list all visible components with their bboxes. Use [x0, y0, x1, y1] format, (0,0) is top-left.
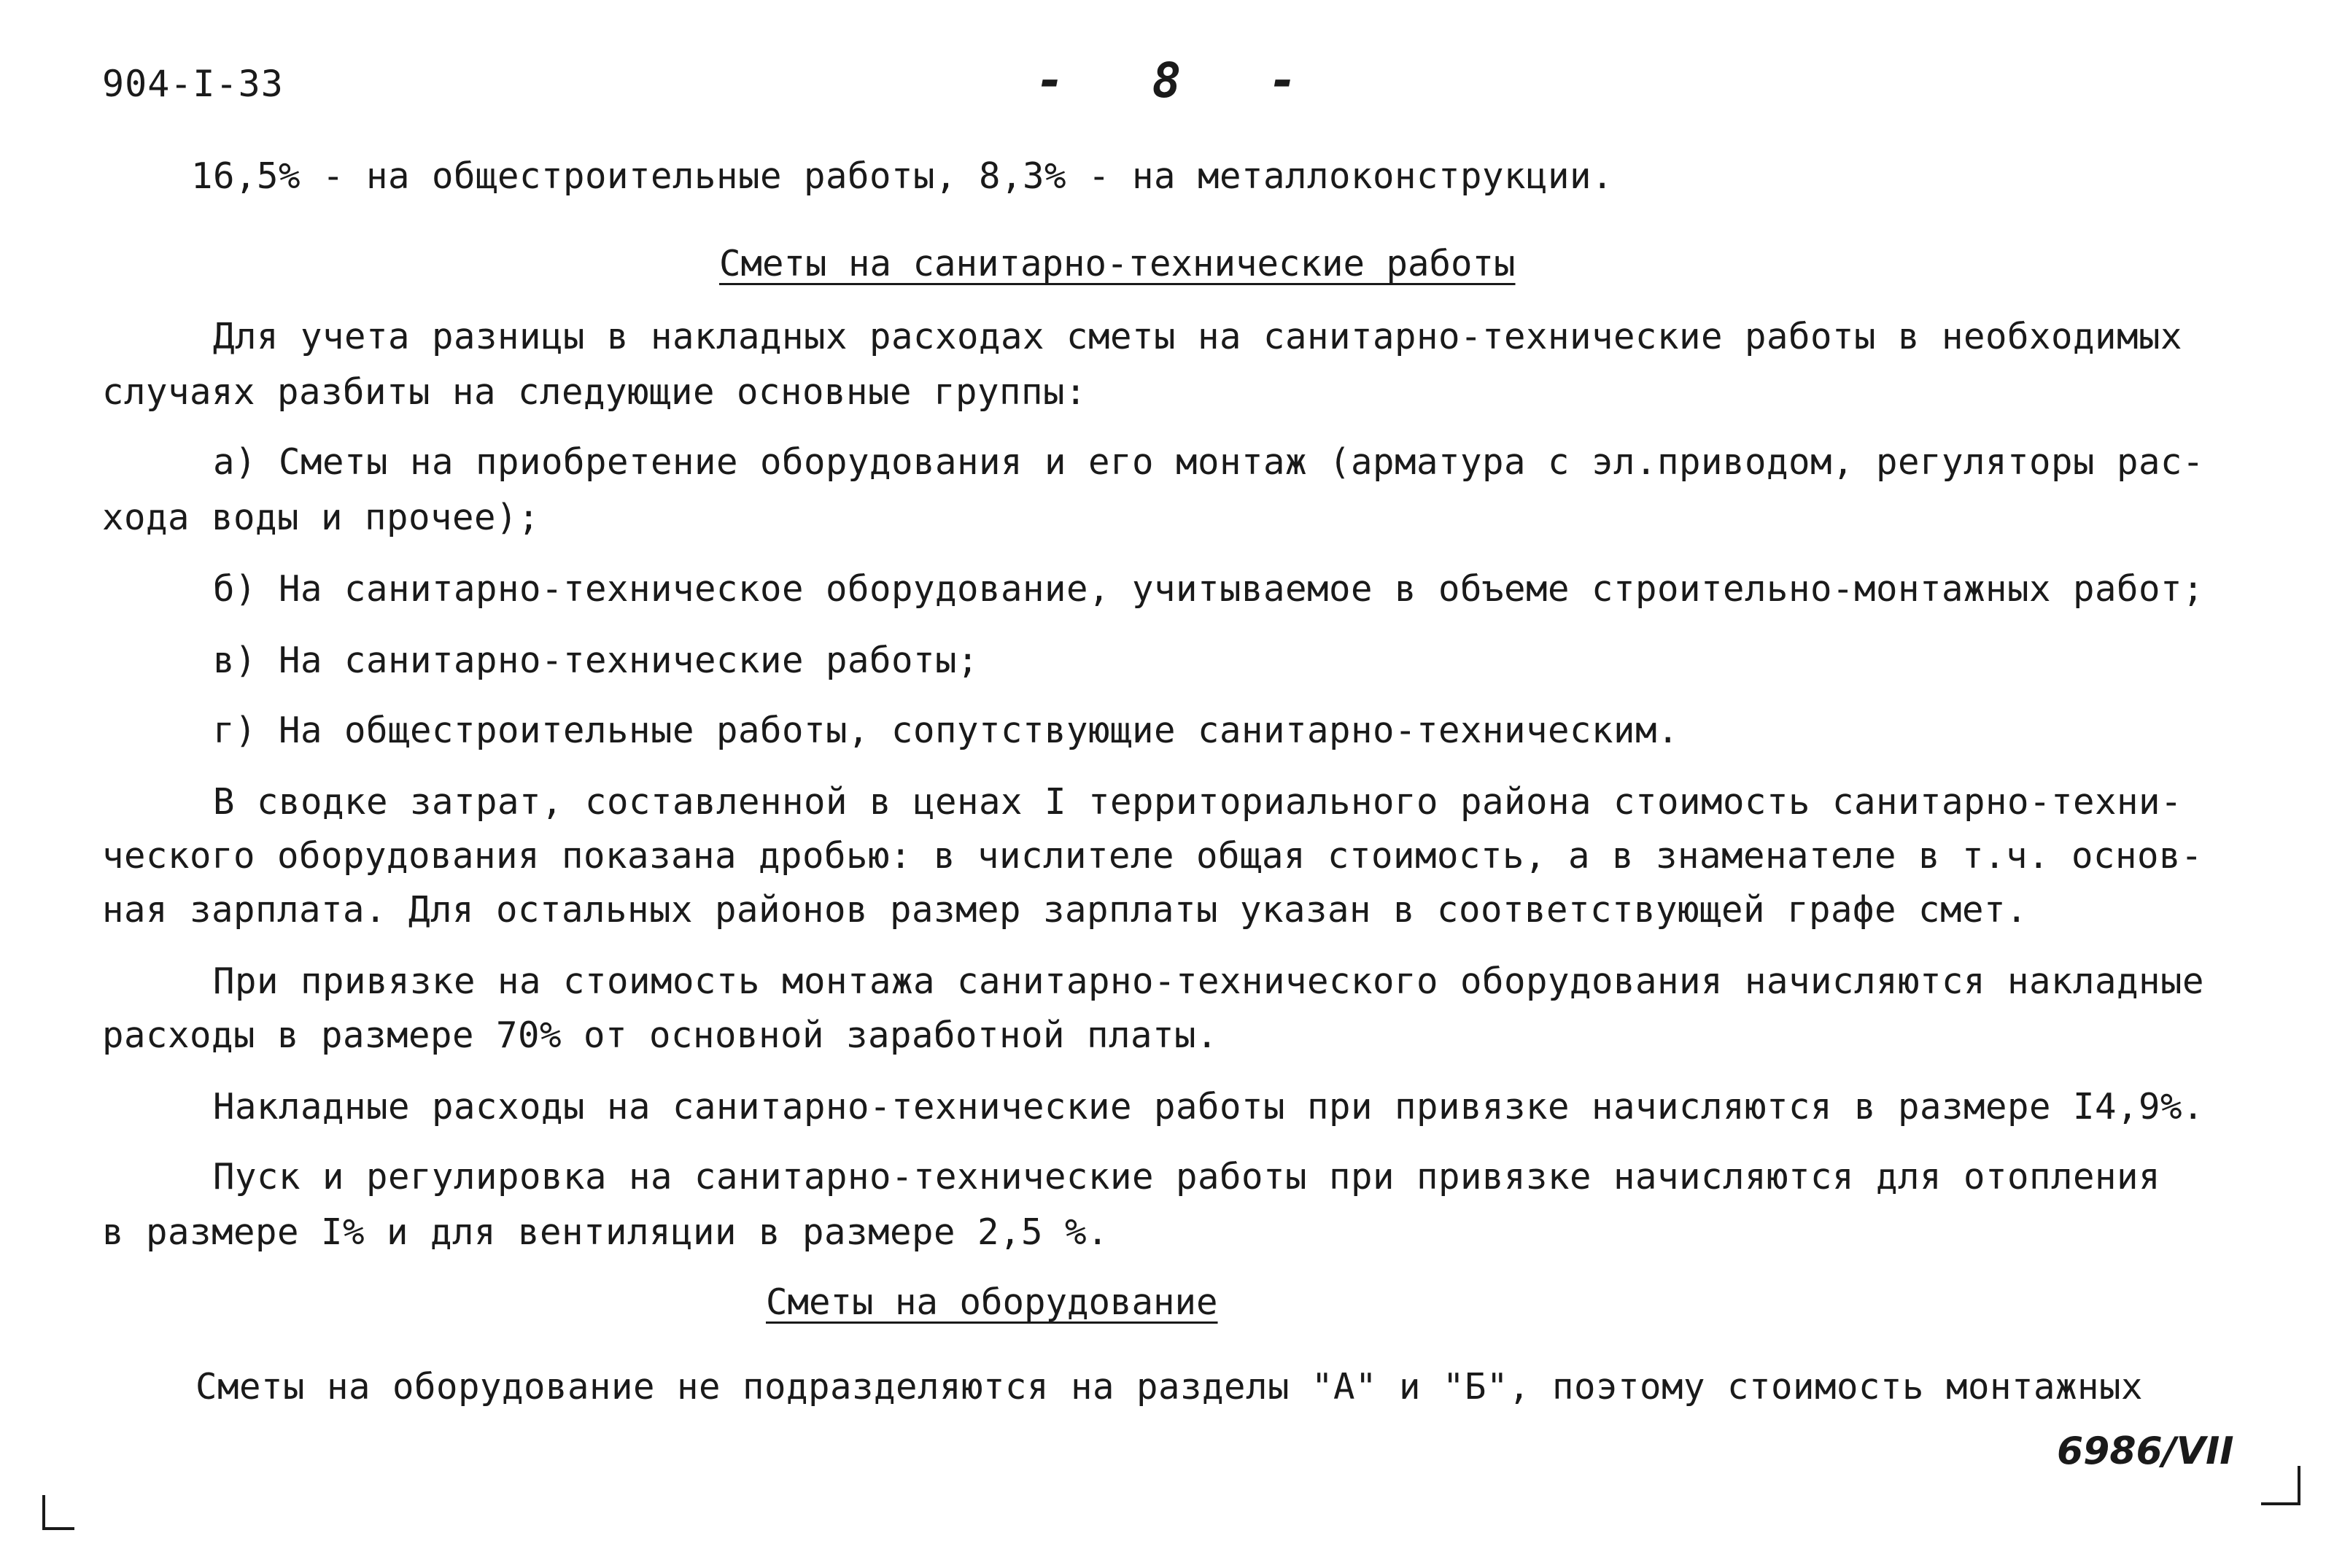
paragraph-line: расходы в размере 70% от основной заработной платы. [102, 1014, 1219, 1056]
list-item-a-continued: хода воды и прочее); [102, 497, 540, 538]
paragraph-line: ная зарплата. Для остальных районов размер зарплаты указан в соответствующей графе смет. [102, 889, 2028, 931]
archive-stamp: 6986/VII [2057, 1429, 2234, 1473]
paragraph-line: Пуск и регулировка на санитарно-технические работы при привязке начисляются для отопления [213, 1156, 2161, 1198]
corner-crop-mark-right [2261, 1466, 2300, 1505]
paragraph-line: В сводке затрат, составленной в ценах I территориального района стоимость санитарно-техни- [213, 781, 2183, 823]
paragraph-line: Сметы на оборудование не подразделяются на разделы "А" и "Б", поэтому стоимость монтажных [195, 1366, 2144, 1408]
paragraph-line: в размере I% и для вентиляции в размере 2,5 %. [102, 1211, 1109, 1253]
list-item-a: а) Сметы на приобретение оборудования и его монтаж (арматура с эл.приводом, регуляторы рас- [213, 441, 2205, 483]
paragraph-line: случаях разбиты на следующие основные группы: [102, 371, 1088, 413]
section-heading-equipment: Сметы на оборудование [766, 1281, 1218, 1323]
paragraph-line: Накладные расходы на санитарно-технические работы при привязке начисляются в размере I4,9%. [213, 1086, 2205, 1128]
corner-crop-mark-left [42, 1495, 74, 1530]
paragraph-line: При привязке на стоимость монтажа санитарно-технического оборудования начисляются накладные [213, 960, 2205, 1002]
list-item-b: б) На санитарно-техническое оборудование, учитываемое в объеме строительно-монтажных работ; [213, 568, 2205, 610]
page-number: - 8 - [1036, 53, 1327, 109]
paragraph-line: ческого оборудования показана дробью: в числителе общая стоимость, а в знаменателе в т.ч. основ- [102, 835, 2203, 877]
intro-line: 16,5% - на общестроительные работы, 8,3% - на металлоконструкции. [191, 155, 1614, 197]
paragraph-line: Для учета разницы в накладных расходах сметы на санитарно-технические работы в необходимых [213, 316, 2183, 357]
section-heading-sanitary: Сметы на санитарно-технические работы [719, 243, 1516, 284]
document-code: 904-I-33 [102, 63, 284, 105]
list-item-v: в) На санитарно-технические работы; [213, 640, 980, 681]
list-item-g: г) На общестроительные работы, сопутствующие санитарно-техническим. [213, 710, 1680, 751]
